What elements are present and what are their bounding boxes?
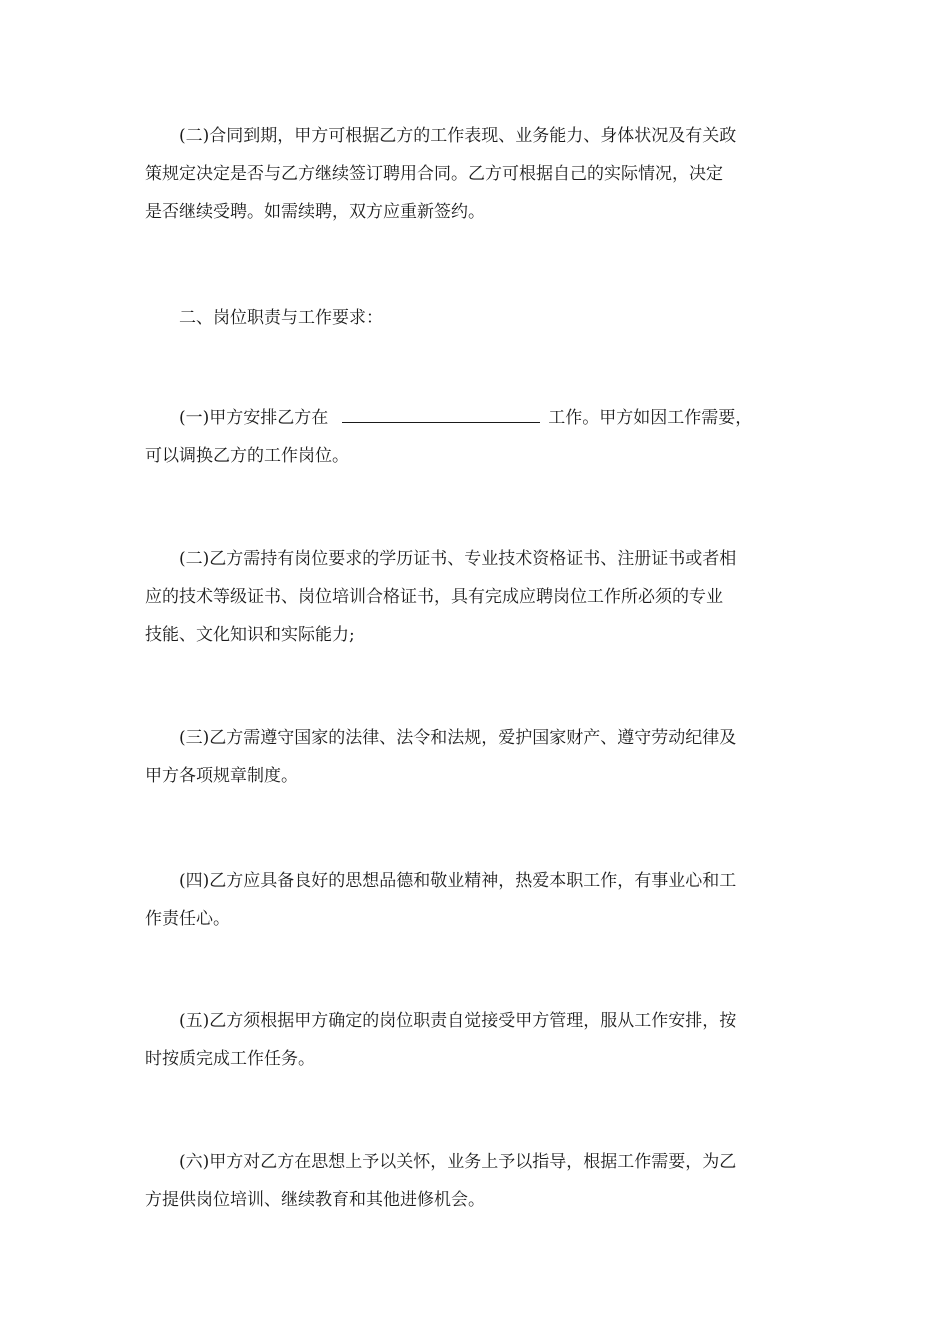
paragraph-line: 应的技术等级证书、岗位培训合格证书，具有完成应聘岗位工作所必须的专业 [145,587,723,607]
paragraph-line: 可以调换乙方的工作岗位。 [145,446,349,466]
paragraph-line: 策规定决定是否与乙方继续签订聘用合同。乙方可根据自己的实际情况，决定 [145,164,723,184]
paragraph-line: (六)甲方对乙方在思想上予以关怀，业务上予以指导，根据工作需要，为乙 [179,1152,737,1172]
paragraph-line: (五)乙方须根据甲方确定的岗位职责自觉接受甲方管理，服从工作安排，按 [179,1011,737,1031]
job-assignment-paragraph [145,399,810,475]
paragraph-text: 工作。甲方如因工作需要， [548,408,753,428]
section-heading [145,299,810,337]
paragraph-line: (二)乙方需持有岗位要求的学历证书、专业技术资格证书、注册证书或者相 [179,549,737,569]
fill-in-blank [342,404,540,423]
contract-renewal-paragraph [145,117,810,231]
paragraph-line: 甲方各项规章制度。 [145,766,298,786]
training-paragraph [145,1143,810,1219]
management-paragraph [145,1002,810,1078]
paragraph-line: 方提供岗位培训、继续教育和其他进修机会。 [145,1190,485,1210]
paragraph-line: 时按质完成工作任务。 [145,1049,315,1069]
paragraph-line [145,399,810,437]
paragraph-line: (二)合同到期，甲方可根据乙方的工作表现、业务能力、身体状况及有关政 [179,126,737,146]
paragraph-text: (一)甲方安排乙方在 [179,408,329,428]
paragraph-line: 作责任心。 [145,909,230,929]
law-compliance-paragraph [145,719,810,795]
paragraph-line: 技能、文化知识和实际能力; [145,625,355,645]
section-heading-text: 二、岗位职责与工作要求： [179,308,383,328]
work-ethic-paragraph [145,862,810,938]
qualification-paragraph [145,540,810,654]
paragraph-line: 是否继续受聘。如需续聘，双方应重新签约。 [145,202,485,222]
paragraph-line: (四)乙方应具备良好的思想品德和敬业精神，热爱本职工作，有事业心和工 [179,871,737,891]
paragraph-line: (三)乙方需遵守国家的法律、法令和法规，爱护国家财产、遵守劳动纪律及 [179,728,737,748]
